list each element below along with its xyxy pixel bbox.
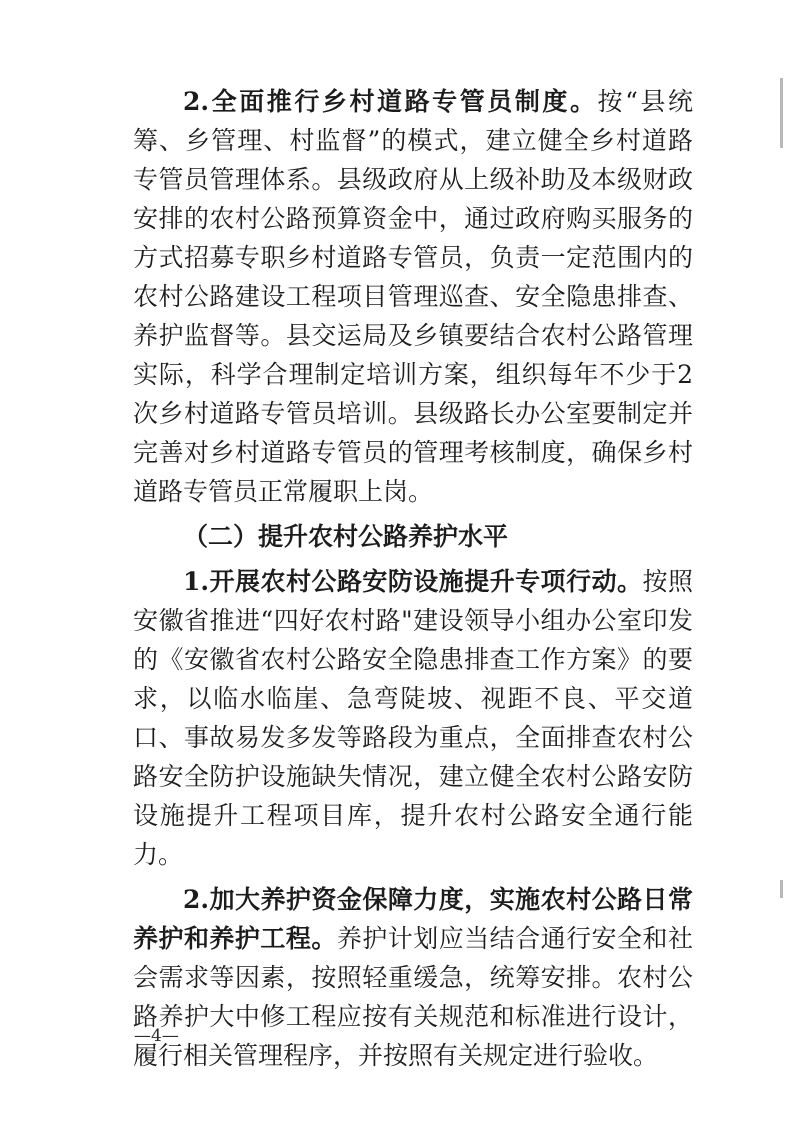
scan-edge-mark [780,880,783,898]
paragraph-safety-facilities [133,562,693,874]
section-heading: （二）提升农村公路养护水平 [183,522,509,551]
paragraph-lead: 2.全面推行乡村道路专管员制度。 [183,87,598,116]
paragraph-lead: 1.开展农村公路安防设施提升专项行动。 [183,567,643,596]
paragraph-text: 按照安徽省推进“四好农村路"建设领导小组办公室印发的《安徽省农村公路安全隐患排查工作方案》的要求，以临水临崖、急弯陡坡、视距不良、平交道口、事故易发多发等路段为重点，全面排查农村公路安全防护设施缺失情况，建立健全农村公路安防设施提升工程项目库，提升农村公路安全通行能力。 [133,567,693,869]
document-body [133,82,693,1075]
paragraph-maintenance-funding [133,880,693,1075]
paragraph-text: 按“县统筹、乡管理、村监督”的模式，建立健全乡村道路专管员管理体系。县级政府从上级补助及本级财政安排的农村公路预算资金中，通过政府购买服务的方式招募专职乡村道路专管员，负责一定范围内的农村公路建设工程项目管理巡查、安全隐患排查、养护监督等。县交运局及乡镇要结合农村公路管理实际，科学合理制定培训方案，组织每年不少于2次乡村道路专管员培训。县级路长办公室要制定并完善对乡村道路专管员的管理考核制度，确保乡村道路专管员正常履职上岗。 [133,87,693,506]
paragraph-specialist-system [133,82,693,511]
paragraph-lead: 2.加大养护资金保障力度，实施农村公路日常养护和养护工程。 [133,885,693,953]
scan-edge-mark [780,78,783,148]
page-number: —4— [134,1026,179,1046]
paragraph-text: 养护计划应当结合通行安全和社会需求等因素，按照轻重缓急，统筹安排。农村公路养护大中修工程应按有关规范和标准进行设计，履行相关管理程序，并按照有关规定进行验收。 [133,924,693,1070]
